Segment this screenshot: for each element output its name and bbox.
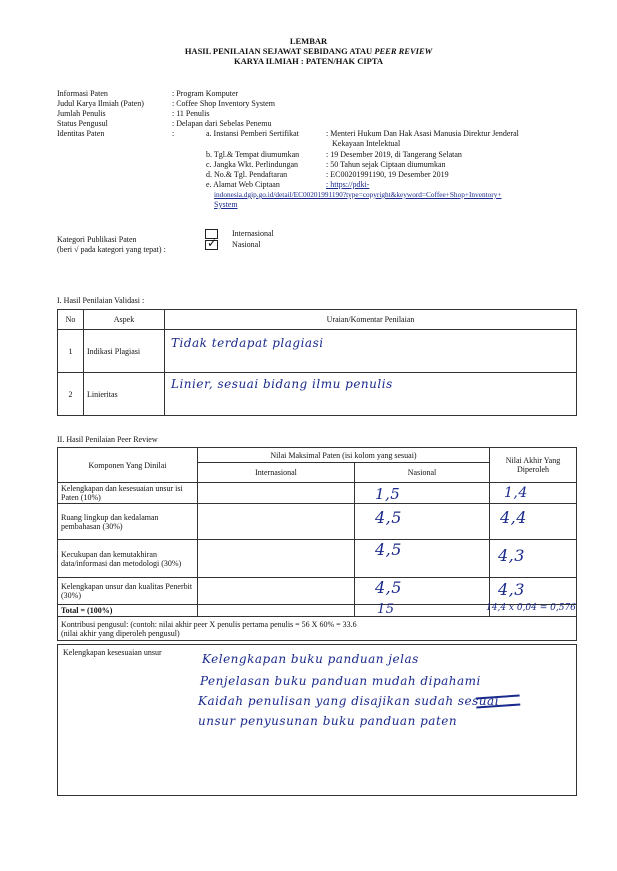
validasi-title: I. Hasil Penilaian Validasi : <box>57 296 145 305</box>
komentar-box <box>57 644 577 796</box>
validasi-table <box>57 309 577 416</box>
nasional-value: 1,5 <box>375 485 401 503</box>
col-komponen: Komponen Yang Dinilai <box>58 448 198 483</box>
row-nasional <box>355 578 490 605</box>
row-internasional <box>198 483 355 504</box>
total-akhir <box>486 603 577 617</box>
header-title-prefix: HASIL PENILAIAN SEJAWAT SEBIDANG ATAU <box>184 46 373 56</box>
scribble-strike-icon <box>476 694 521 708</box>
identitas-label: Identitas Paten <box>57 129 105 138</box>
col-uraian: Uraian/Komentar Penilaian <box>165 310 577 330</box>
row-no: 2 <box>58 373 84 416</box>
akhir-value: 4,3 <box>498 580 525 599</box>
table-row <box>58 330 577 373</box>
col-nilai-maks: Nilai Maksimal Paten (isi kolom yang sesuai) <box>198 448 490 463</box>
col-nasional: Nasional <box>355 463 490 483</box>
table-row <box>58 483 577 504</box>
row-komentar <box>165 330 577 373</box>
row-internasional <box>198 504 355 540</box>
row-komponen: Kecukupan dan kemutakhiran data/informasi dan metodologi (30%) <box>58 540 198 578</box>
identitas-a-label: a. Instansi Pemberi Sertifikat <box>206 129 299 138</box>
row-komponen: Kelengkapan unsur dan kualitas Penerbit (30%) <box>58 578 198 605</box>
identitas-b-value: : 19 Desember 2019, di Tangerang Selatan <box>326 150 462 159</box>
kontribusi-note: (nilai akhir yang diperoleh pengusul) <box>61 628 180 638</box>
row-nasional <box>355 504 490 540</box>
row-internasional <box>198 540 355 578</box>
row-aspek: Linieritas <box>84 373 165 416</box>
identitas-c-label: c. Jangka Wkt. Perlindungan <box>206 160 299 169</box>
col-aspek: Aspek <box>84 310 165 330</box>
identitas-d-label: d. No.& Tgl. Pendaftaran <box>206 170 288 179</box>
identitas-e-link-2[interactable]: indonesia.dgip.go.id/detail/EC00201991190?type=copyright&keyword=Coffee+Shop+Inventory+ <box>214 190 502 199</box>
row-komponen: Kelengkapan dan kesesuaian unsur isi Paten (10%) <box>58 483 198 504</box>
identitas-b-label: b. Tgl.& Tempat diumumkan <box>206 150 300 159</box>
identitas-e-link[interactable]: : https://pdki- <box>326 180 370 189</box>
row-akhir <box>490 483 577 504</box>
akhir-value: 4,4 <box>500 508 527 527</box>
komentar-label: Kelengkapan kesesuaian unsur <box>63 648 162 657</box>
kontribusi-row <box>58 617 577 641</box>
identitas-e-label: e. Alamat Web Ciptaan <box>206 180 280 189</box>
option-internasional: Internasional <box>232 229 274 238</box>
jumlah-label: Jumlah Penulis <box>57 109 106 118</box>
komentar-line-4: unsur penyusunan buku panduan paten <box>198 714 458 728</box>
kontribusi-cell <box>58 617 577 641</box>
kontribusi-text: Kontribusi pengusul: (contoh: nilai akhir peer X penulis pertama penulis = 56 X 60% = 33.6 <box>61 619 357 629</box>
total-label: Total = (100%) <box>58 605 198 617</box>
row-komentar <box>165 373 577 416</box>
akhir-value: 1,4 <box>504 485 528 501</box>
table-row <box>58 540 577 578</box>
table-row <box>58 578 577 605</box>
jumlah-value: : 11 Penulis <box>172 109 210 118</box>
informasi-label: Informasi Paten <box>57 89 108 98</box>
identitas-c-value: : 50 Tahun sejak Ciptaan diumumkan <box>326 160 446 169</box>
nasional-value: 4,5 <box>375 540 402 559</box>
peer-table <box>57 447 577 641</box>
komentar-line-2: Penjelasan buku panduan mudah dipahami <box>200 674 481 688</box>
row-akhir <box>490 578 577 605</box>
total-nasional-value: 15 <box>377 602 395 617</box>
option-nasional: Nasional <box>232 240 261 249</box>
col-akhir: Nilai Akhir Yang Diperoleh <box>490 448 577 483</box>
peer-header-row <box>58 448 577 463</box>
header-title <box>0 46 617 56</box>
peer-title: II. Hasil Penilaian Peer Review <box>57 435 158 444</box>
komentar-handwriting: Tidak terdapat plagiasi <box>171 336 324 350</box>
row-nasional <box>355 483 490 504</box>
table-row <box>58 373 577 416</box>
komentar-line-3-text: Kaidah penulisan yang disajikan sudah sesuai <box>198 694 500 708</box>
total-row <box>58 605 577 617</box>
header-title-italic: PEER REVIEW <box>374 46 433 56</box>
identitas-d-value: : EC00201991190, 19 Desember 2019 <box>326 170 449 179</box>
identitas-colon: : <box>172 129 175 138</box>
komentar-handwriting: Linier, sesuai bidang ilmu penulis <box>171 377 393 391</box>
header-subtitle: KARYA ILMIAH : PATEN/HAK CIPTA <box>233 56 384 66</box>
col-no: No <box>58 310 84 330</box>
nasional-value: 4,5 <box>375 508 402 527</box>
nasional-value: 4,5 <box>375 578 402 597</box>
informasi-value: : Program Komputer <box>172 89 239 98</box>
komentar-line-1: Kelengkapan buku panduan jelas <box>202 652 419 666</box>
identitas-a-value-2: Kekayaan Intelektual <box>332 139 401 148</box>
status-value: : Delapan dari Sebelas Penemu <box>172 119 272 128</box>
checkbox-nasional[interactable] <box>205 236 218 250</box>
identitas-a-value: : Menteri Hukum Dan Hak Asasi Manusia Direktur Jenderal <box>326 129 519 138</box>
row-akhir <box>490 540 577 578</box>
komentar-line-3 <box>198 694 499 708</box>
row-aspek: Indikasi Plagiasi <box>84 330 165 373</box>
total-nasional <box>355 602 490 617</box>
total-internasional <box>198 605 355 617</box>
row-nasional <box>355 540 490 578</box>
row-komponen: Ruang lingkup dan kedalaman pembahasan (30%) <box>58 504 198 540</box>
judul-label: Judul Karya Ilmiah (Paten) <box>57 99 144 108</box>
row-akhir <box>490 504 577 540</box>
row-internasional <box>198 578 355 605</box>
status-label: Status Pengusul <box>57 119 108 128</box>
header-lembar: LEMBAR <box>289 36 328 46</box>
table-row <box>58 504 577 540</box>
check-icon: ✓ <box>207 236 218 250</box>
validasi-header-row <box>58 310 577 330</box>
identitas-e-link-3[interactable]: System <box>214 200 238 209</box>
total-akhir-value: 14,4 x 0,04 = 0,576 <box>486 603 576 613</box>
kategori-hint: (beri √ pada kategori yang tepat) : <box>57 245 166 254</box>
judul-value: : Coffee Shop Inventory System <box>172 99 275 108</box>
akhir-value: 4,3 <box>498 546 525 565</box>
col-internasional: Internasional <box>198 463 355 483</box>
row-no: 1 <box>58 330 84 373</box>
kategori-label: Kategori Publikasi Paten <box>57 235 137 244</box>
